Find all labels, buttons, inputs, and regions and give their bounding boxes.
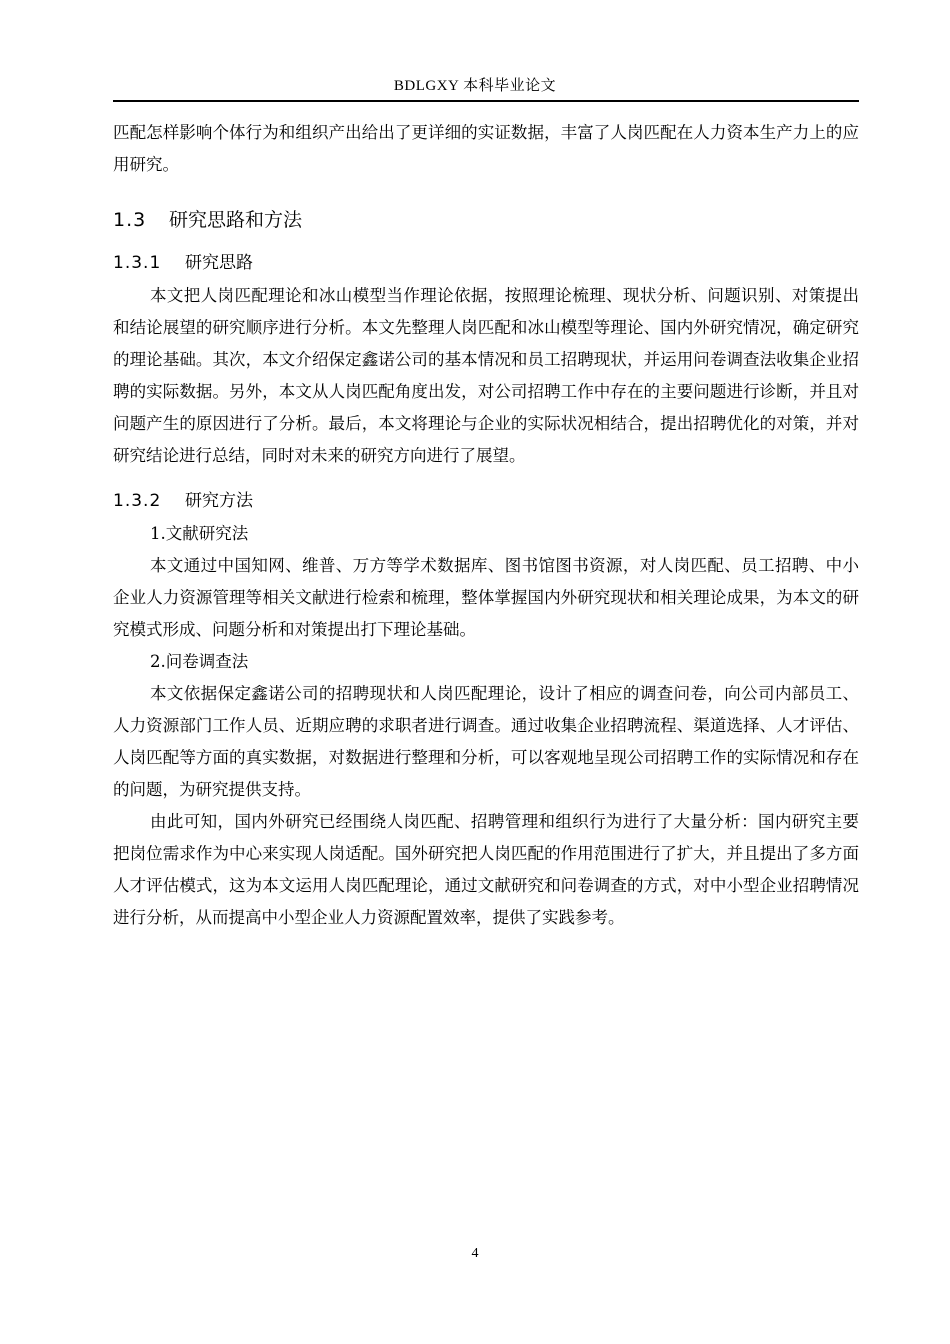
header-divider <box>113 100 859 102</box>
method-2-label: 2.问卷调查法 <box>150 652 249 671</box>
method-2-paragraph: 本文依据保定鑫诺公司的招聘现状和人岗匹配理论，设计了相应的调查问卷，向公司内部员工、人力资源部门工作人员、近期应聘的求职者进行调查。通过收集企业招聘流程、渠道选择、人才评估、人岗匹配等方面的真实数据，对数据进行整理和分析，可以客观地呈现公司招聘工作的实际情况和存在的问题，为研究提供支持。 <box>113 684 859 799</box>
page-number: 4 <box>471 1246 479 1261</box>
section-title: 研究思路和方法 <box>169 209 303 231</box>
page-body <box>113 117 859 934</box>
continued-paragraph: 匹配怎样影响个体行为和组织产出给出了更详细的实证数据，丰富了人岗匹配在人力资本生产力上的应用研究。 <box>113 123 859 174</box>
method-1-label: 1.文献研究法 <box>150 524 249 543</box>
research-approach-paragraph: 本文把人岗匹配理论和冰山模型当作理论依据，按照理论梳理、现状分析、问题识别、对策提出和结论展望的研究顺序进行分析。本文先整理人岗匹配和冰山模型等理论、国内外研究情况，确定研究的理论基础。其次，本文介绍保定鑫诺公司的基本情况和员工招聘现状，并运用问卷调查法收集企业招聘的实际数据。另外，本文从人岗匹配角度出发，对公司招聘工作中存在的主要问题进行诊断，并且对问题产生的原因进行了分析。最后，本文将理论与企业的实际状况相结合，提出招聘优化的对策，并对研究结论进行总结，同时对未来的研究方向进行了展望。 <box>113 286 859 465</box>
subsection-number-1: 1.3.1 <box>113 253 162 273</box>
summary-paragraph: 由此可知，国内外研究已经围绕人岗匹配、招聘管理和组织行为进行了大量分析：国内研究主要把岗位需求作为中心来实现人岗适配。国外研究把人岗匹配的作用范围进行了扩大，并且提出了多方面人才评估模式，这为本文运用人岗匹配理论，通过文献研究和问卷调查的方式，对中小型企业招聘情况进行分析，从而提高中小型企业人力资源配置效率，提供了实践参考。 <box>113 812 859 927</box>
section-number: 1.3 <box>113 209 147 231</box>
subsection-title-1: 研究思路 <box>185 253 253 273</box>
section-heading <box>113 206 859 234</box>
subsection-number-2: 1.3.2 <box>113 491 162 511</box>
subsection-heading-2 <box>113 488 859 514</box>
running-header: BDLGXY 本科毕业论文 <box>393 78 557 94</box>
method-1-paragraph: 本文通过中国知网、维普、万方等学术数据库、图书馆图书资源，对人岗匹配、员工招聘、中小企业人力资源管理等相关文献进行检索和梳理，整体掌握国内外研究现状和相关理论成果，为本文的研究模式形成、问题分析和对策提出打下理论基础。 <box>113 556 859 639</box>
subsection-heading-1 <box>113 250 859 276</box>
subsection-title-2: 研究方法 <box>185 491 253 511</box>
